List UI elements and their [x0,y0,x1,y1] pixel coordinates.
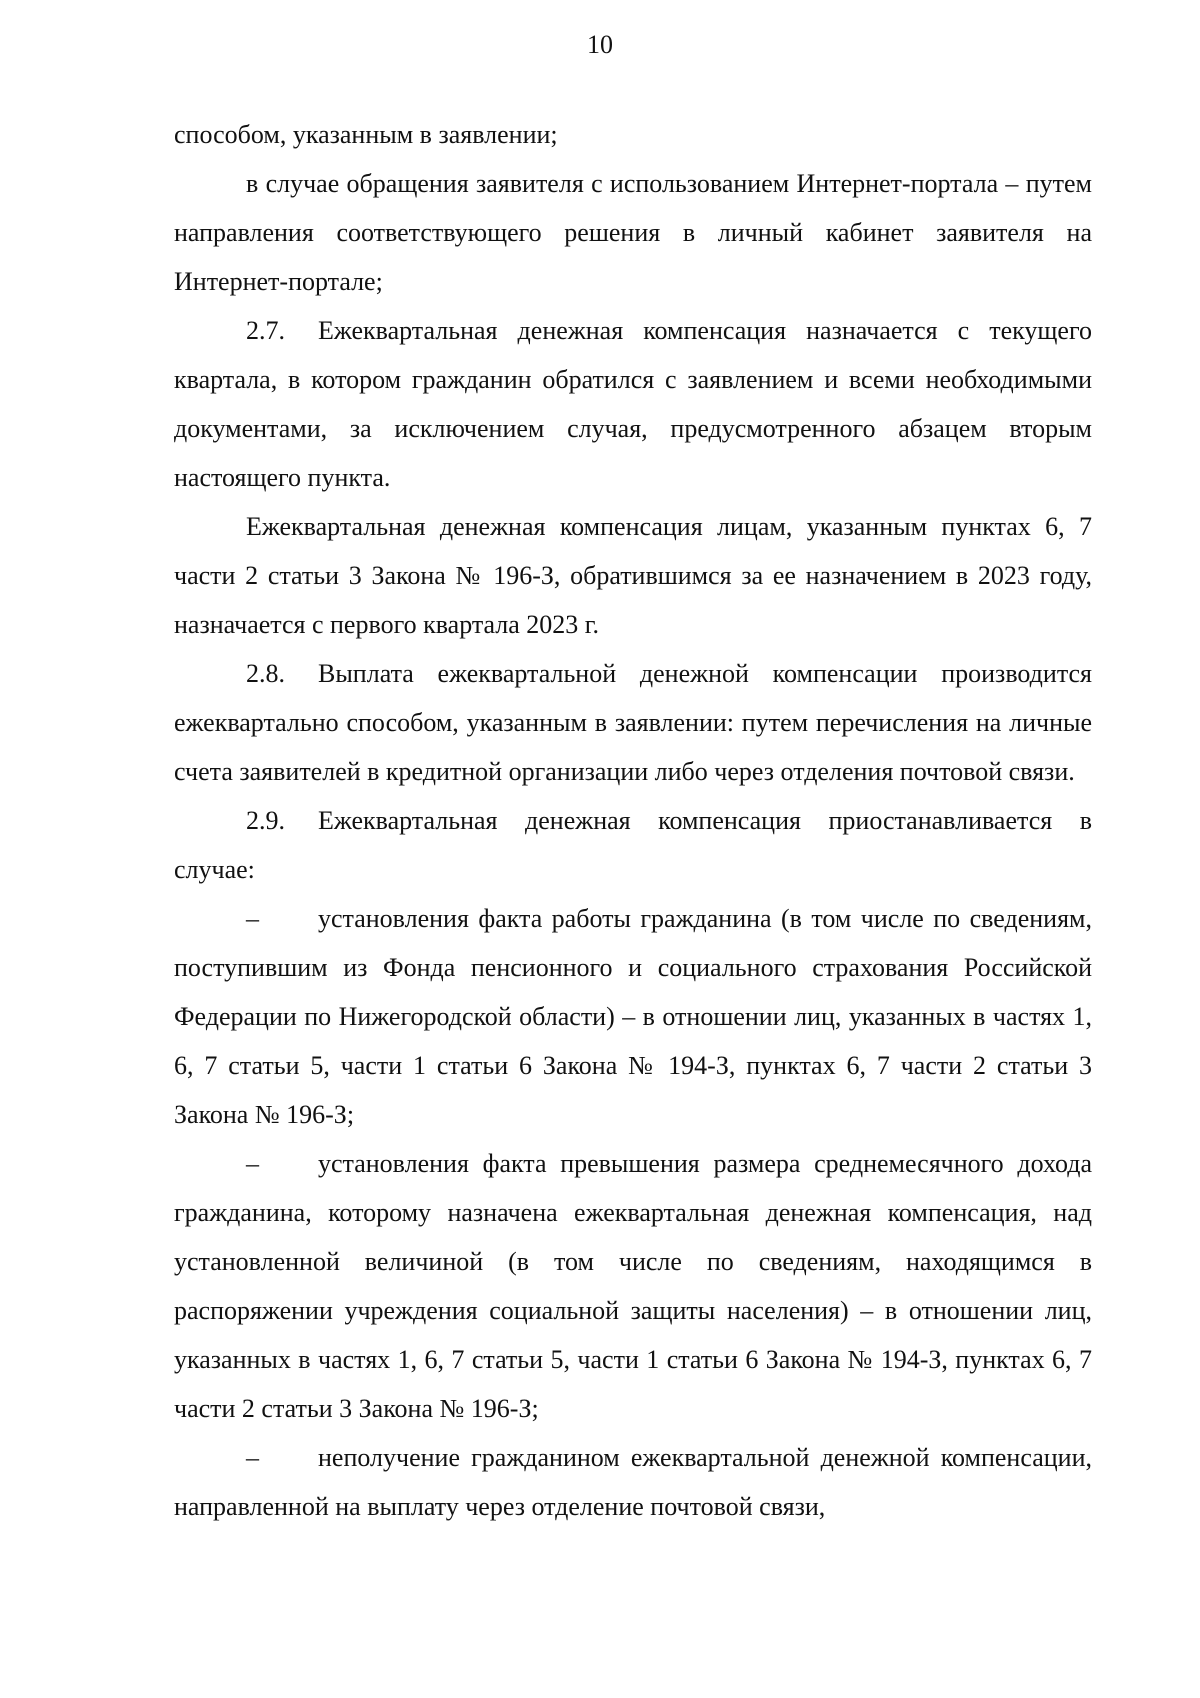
list-item-work-fact [174,894,1092,1139]
paragraph-internet-portal [174,159,1092,306]
paragraph-text: в случае обращения заявителя с использованием Интернет-портала – путем направления соответствующего решения в личный кабинет заявителя на Интернет-портале; [174,169,1092,296]
paragraph-continuation [174,110,1092,159]
clause-number: 2.9. [246,806,285,835]
paragraph-text: неполучение гражданином ежеквартальной денежной компенсации, направленной на выплату через отделение почтовой связи, [174,1443,1092,1521]
clause-number: 2.7. [246,316,285,345]
page-number: 10 [587,30,613,59]
paragraph-text: способом, указанным в заявлении; [174,120,558,149]
paragraph-text: Выплата ежеквартальной денежной компенсации производится ежеквартально способом, указанным в заявлении: путем перечисления на личные счета заявителей в кредитной организации либо через отделения почтовой связи. [174,659,1092,786]
paragraph-2023-compensation [174,502,1092,649]
paragraph-text: Ежеквартальная денежная компенсация лицам, указанным пунктах 6, 7 части 2 статьи 3 Закона № 196-З, обратившимся за ее назначением в 2023 году, назначается с первого квартала 2023 г. [174,512,1092,639]
list-dash: – [246,904,259,933]
clause-2-9 [174,796,1092,894]
list-dash: – [246,1443,259,1472]
paragraph-text: Ежеквартальная денежная компенсация назначается с текущего квартала, в котором гражданин обратился с заявлением и всеми необходимыми документами, за исключением случая, предусмотренного абзацем вторым настоящего пункта. [174,316,1092,492]
clause-2-8 [174,649,1092,796]
paragraph-text: установления факта превышения размера среднемесячного дохода гражданина, которому назначена ежеквартальная денежная компенсация, над установленной величиной (в том числе по сведениям, находящимся в распоряжении учреждения социальной защиты населения) – в отношении лиц, указанных в частях 1, 6, 7 статьи 5, части 1 статьи 6 Закона № 194-З, пунктах 6, 7 части 2 статьи 3 Закона № 196-З; [174,1149,1092,1423]
paragraph-text: Ежеквартальная денежная компенсация приостанавливается в случае: [174,806,1092,884]
document-body [174,110,1092,1531]
paragraph-text: установления факта работы гражданина (в том числе по сведениям, поступившим из Фонда пенсионного и социального страхования Российской Федерации по Нижегородской области) – в отношении лиц, указанных в частях 1, 6, 7 статьи 5, части 1 статьи 6 Закона № 194-З, пунктах 6, 7 части 2 статьи 3 Закона № 196-З; [174,904,1092,1129]
clause-2-7 [174,306,1092,502]
clause-number: 2.8. [246,659,285,688]
list-dash: – [246,1149,259,1178]
list-item-income-excess [174,1139,1092,1433]
list-item-non-receipt [174,1433,1092,1531]
